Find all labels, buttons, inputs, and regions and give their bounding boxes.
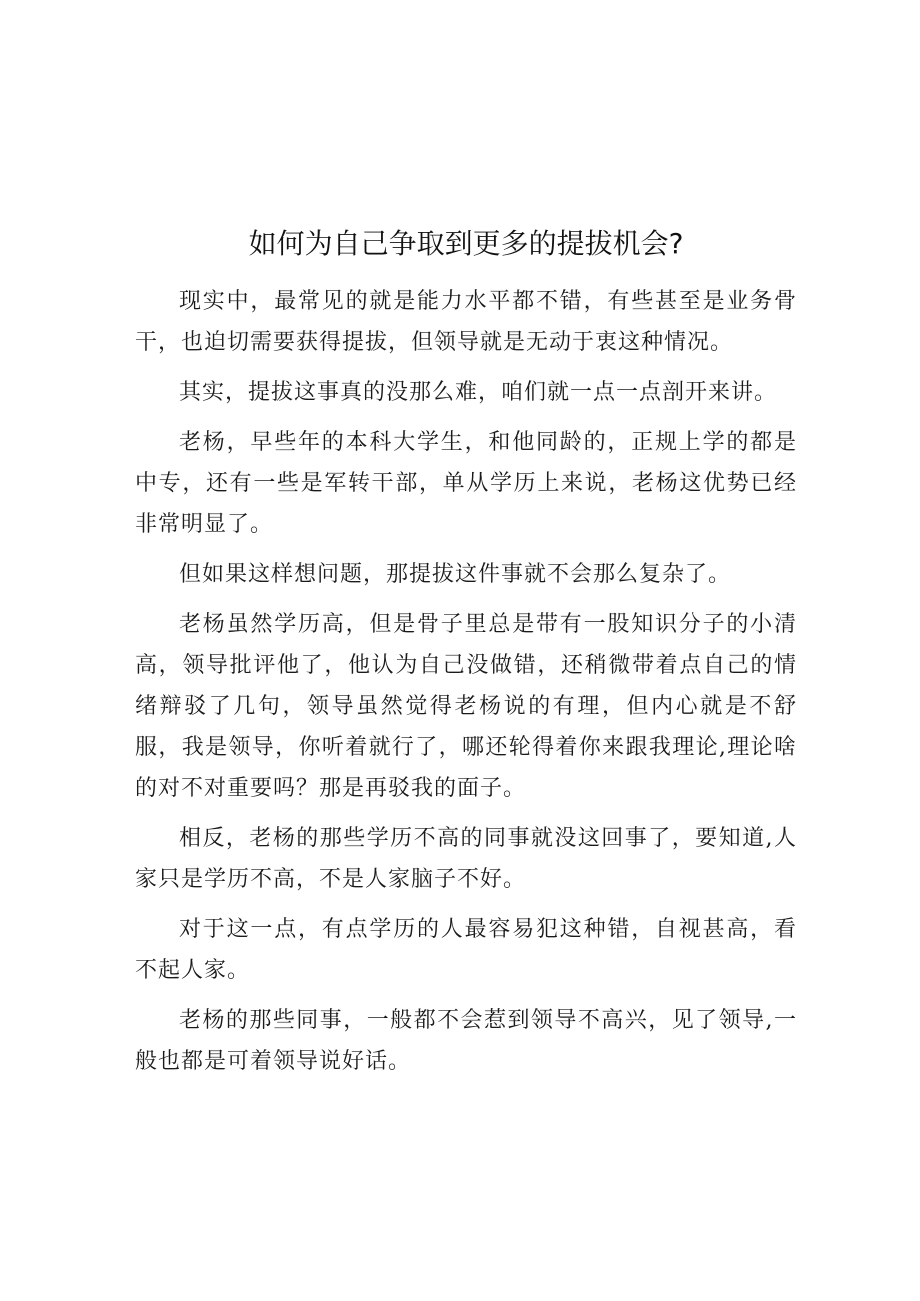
paragraph: 老杨的那些同事，一般都不会惹到领导不高兴，见了领导,一般也都是可着领导说好话。: [135, 1008, 797, 1074]
paragraph: 但如果这样想问题，那提拔这件事就不会那么复杂了。: [179, 562, 732, 587]
paragraph: 老杨虽然学历高，但是骨子里总是带有一股知识分子的小清高，领导批评他了，他认为自己没做错，还稍微带着点自己的情绪辩驳了几句，领导虽然觉得老杨说的有理，但内心就是不舒服，我是领导，你听着就行了，哪还轮得着你来跟我理论,理论啥的对不对重要吗？那是再驳我的面子。: [135, 612, 797, 801]
article-title: 如何为自己争取到更多的提拔机会?: [248, 227, 684, 260]
paragraph: 现实中，最常见的就是能力水平都不错，有些甚至是业务骨干，也迫切需要获得提拔，但领导就是无动于衷这种情况。: [135, 289, 797, 355]
article-body: [135, 281, 797, 1082]
paragraph: 其实，提拔这事真的没那么难，咱们就一点一点剖开来讲。: [179, 380, 778, 405]
article: [135, 224, 797, 1091]
paragraph: 对于这一点，有点学历的人最容易犯这种错，自视甚高，看不起人家。: [135, 917, 797, 983]
paragraph: 相反，老杨的那些学历不高的同事就没这回事了，要知道,人家只是学历不高，不是人家脑子不好。: [135, 826, 797, 892]
paragraph: 老杨，早些年的本科大学生，和他同龄的，正规上学的都是中专，还有一些是军转干部，单从学历上来说，老杨这优势已经非常明显了。: [135, 430, 797, 537]
